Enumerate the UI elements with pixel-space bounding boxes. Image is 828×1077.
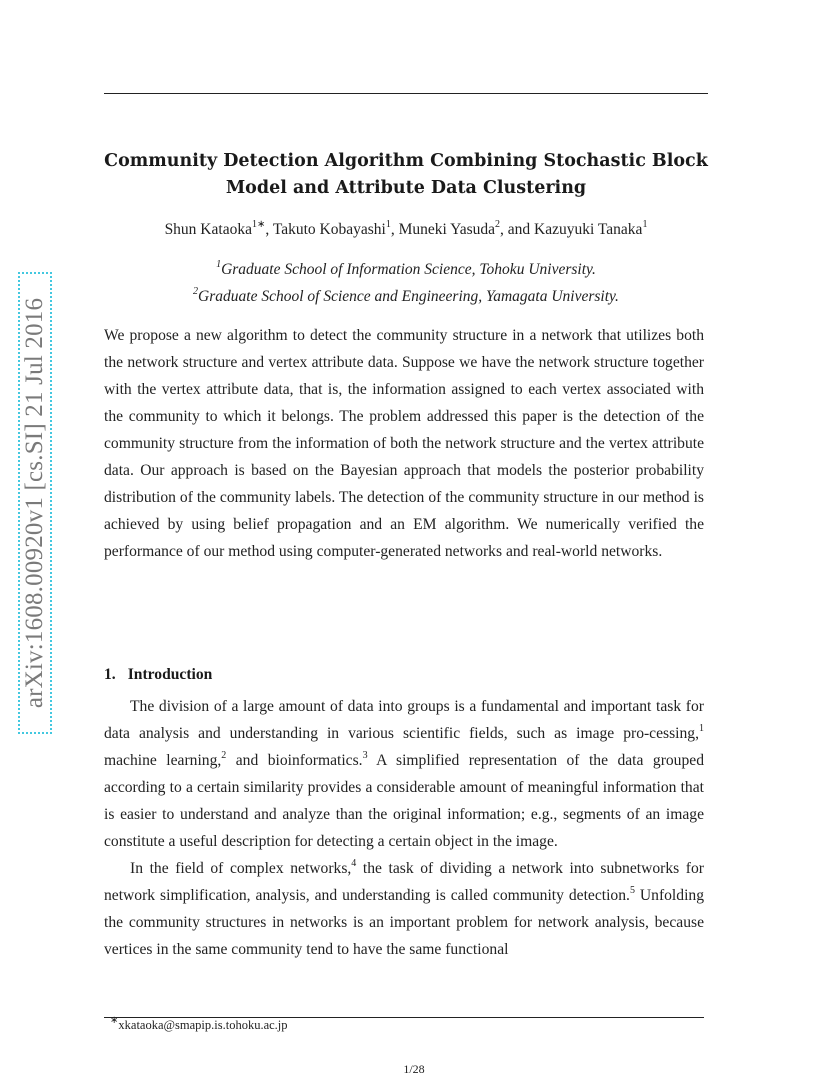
affiliation-text: Graduate School of Science and Engineering, Yamagata University. bbox=[198, 288, 619, 305]
affiliation-mark: 1 bbox=[216, 258, 222, 270]
citation-ref: 4 bbox=[351, 857, 357, 869]
section-title: Introduction bbox=[127, 666, 213, 683]
footnote bbox=[110, 1014, 288, 1033]
arxiv-id: arXiv:1608.00920v1 [cs.SI] 21 Jul 2016 bbox=[21, 297, 48, 709]
text-run: machine learning, bbox=[104, 752, 222, 769]
affiliation-1 bbox=[104, 260, 708, 280]
author-name: Kazuyuki Tanaka bbox=[534, 221, 643, 238]
text-run: A simplified representation of the data grouped according to a certain similarity provides a considerable amount of meaningful information that is easier to understand and analyze than the original information; e.g., segments of an image constitute a useful description for detecting a certain object in the image. bbox=[104, 752, 704, 850]
author-name: Shun Kataoka bbox=[164, 221, 252, 238]
section-number: 1. bbox=[104, 666, 116, 683]
footnote-email: xkataoka@smapip.is.tohoku.ac.jp bbox=[118, 1018, 288, 1032]
paragraph bbox=[104, 693, 704, 855]
footnote-mark: ∗ bbox=[110, 1014, 119, 1026]
affiliation-mark: 2 bbox=[193, 285, 199, 297]
author-affil-mark: 1∗ bbox=[251, 218, 266, 230]
affiliation-text: Graduate School of Information Science, Tohoku University. bbox=[221, 261, 596, 278]
text-run: In the field of complex networks, bbox=[130, 860, 352, 877]
top-rule bbox=[104, 93, 708, 94]
author-list bbox=[104, 220, 708, 240]
citation-ref: 1 bbox=[699, 722, 704, 734]
citation-ref: 3 bbox=[362, 749, 368, 761]
author-name: Muneki Yasuda bbox=[398, 221, 496, 238]
title-line-1: Community Detection Algorithm Combining Stochastic Block bbox=[104, 151, 708, 171]
text-run: the task of dividing a network into subnetworks for network simplification, analysis, and understanding is called community detection. bbox=[104, 860, 704, 904]
author-separator: , bbox=[390, 221, 399, 238]
text-run: and bioinformatics. bbox=[226, 752, 363, 769]
page-number: 1/28 bbox=[403, 1062, 425, 1076]
author-separator: , bbox=[265, 221, 273, 238]
title-line-2: Model and Attribute Data Clustering bbox=[225, 178, 587, 198]
abstract: We propose a new algorithm to detect the community structure in a network that utilizes both the network structure and vertex attribute data. Suppose we have the network structure together with the vertex attribute data, that is, the information assigned to each vertex associated with the community to which it belongs. The problem addressed this paper is the detection of the community structure from the information of both the network structure and the vertex attribute data. Our approach is based on the Bayesian approach that models the posterior probability distribution of the community labels. The detection of the community structure in our method is achieved by using belief propagation and an EM algorithm. We numerically verified the performance of our method using computer-generated networks and real-world networks. bbox=[104, 327, 704, 560]
author-affil-mark: 2 bbox=[495, 218, 501, 230]
citation-ref: 2 bbox=[221, 749, 227, 761]
text-run: The division of a large amount of data into groups is a fundamental and important task for data analysis and understanding in various scientific fields, such as image pro-cessing, bbox=[104, 698, 704, 742]
paper-title bbox=[104, 148, 708, 202]
author-name: Takuto Kobayashi bbox=[272, 221, 386, 238]
author-separator: , and bbox=[500, 221, 535, 238]
author-affil-mark: 1 bbox=[385, 218, 391, 230]
paragraph bbox=[104, 855, 704, 963]
introduction-body bbox=[104, 693, 704, 963]
section-heading bbox=[104, 666, 212, 684]
author-affil-mark: 1 bbox=[642, 218, 648, 230]
affiliation-2 bbox=[104, 287, 708, 307]
citation-ref: 5 bbox=[629, 884, 635, 896]
text-run: Unfolding the community structures in networks is an important problem for network analysis, because vertices in the same community tend to have the same functional bbox=[104, 887, 704, 958]
